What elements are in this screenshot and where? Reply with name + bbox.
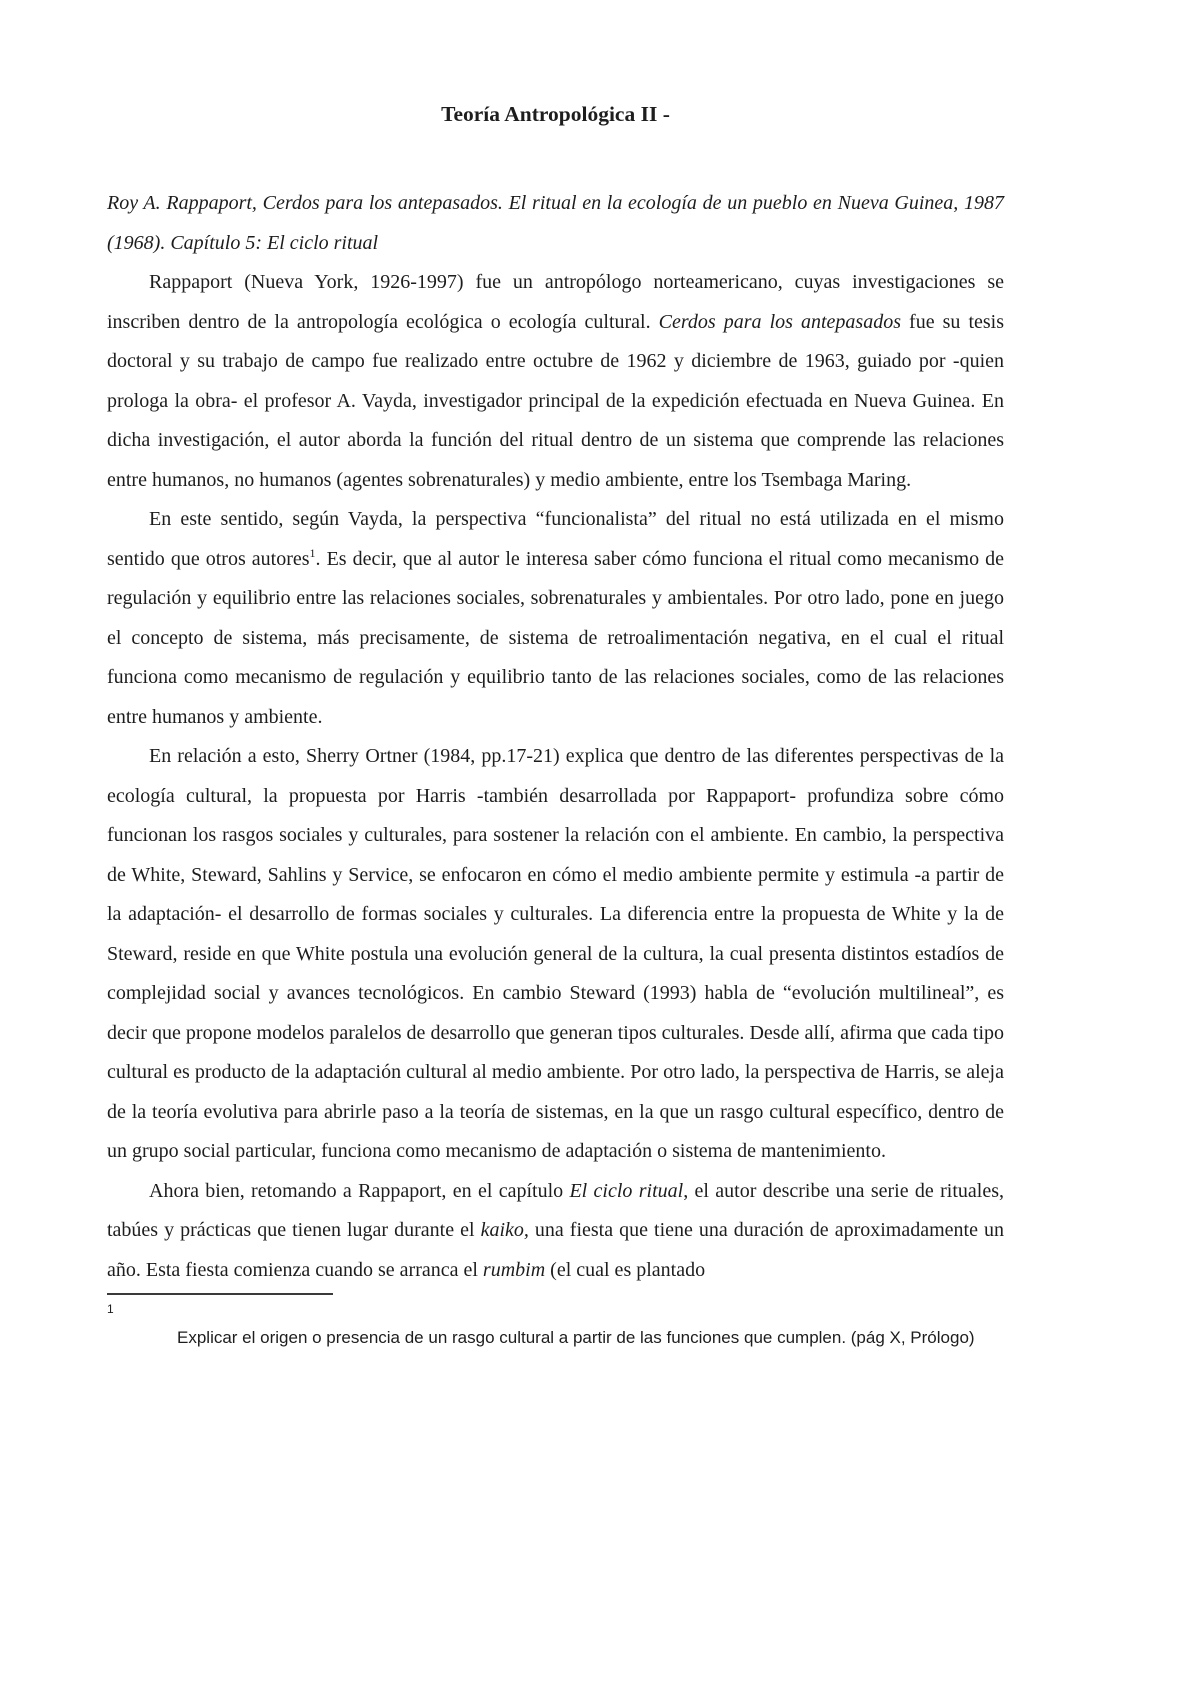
text-run: una fiesta que tiene una duración de aproximadamente un año. Esta fiesta comienza cuando se arranca el	[107, 1219, 1004, 1281]
rumbim-term-italic: rumbim	[482, 1258, 546, 1281]
footnote-reference-1: 1	[309, 545, 316, 560]
text-run: . Es decir, que al autor le interesa saber cómo funciona el ritual como mecanismo de regulación y equilibrio entre las relaciones sociales, sobrenaturales y ambientales. Por otro lado, pone en juego el concepto de sistema, más precisamente, de sistema de retroalimentación negativa, en el cual el ritual funciona como mecanismo de regulación y equilibrio tanto de las relaciones sociales, como de las relaciones entre humanos y ambiente.	[107, 547, 1004, 728]
paragraph-functionalism	[107, 500, 1004, 737]
footnote-marker: 1	[107, 1302, 114, 1316]
paragraph-kaiko	[107, 1172, 1004, 1291]
footnote-text: Explicar el origen o presencia de un rasgo cultural a partir de las funciones que cumplen. (pág X, Prólogo)	[177, 1328, 975, 1347]
paragraph-biography	[107, 263, 1004, 500]
text-run: (el cual es plantado	[545, 1258, 706, 1281]
text-run: , el autor describe una serie de rituales, tabúes y prácticas que tienen lugar durante el	[107, 1179, 1004, 1241]
reference-citation-text: Roy A. Rappaport, Cerdos para los antepasados. El ritual en la ecología de un pueblo en Nueva Guinea, 1987 (1968). Capítulo 5: El ciclo ritual	[107, 192, 1004, 254]
text-run: fue su tesis doctoral y su trabajo de campo fue realizado entre octubre de 1962 y diciembre de 1963, guiado por -quien prologa la obra- el profesor A. Vayda, investigador principal de la expedición efectuada en Nueva Guinea. En dicha investigación, el autor aborda la función del ritual dentro de un sistema que comprende las relaciones entre humanos, no humanos (agentes sobrenaturales) y medio ambiente, entre los Tsembaga Maring.	[107, 310, 1004, 491]
kaiko-term-italic: kaiko,	[480, 1219, 529, 1241]
footnote-section	[107, 1293, 1004, 1352]
footnote-separator-line	[107, 1293, 333, 1295]
book-title-italic: Cerdos para los antepasados	[658, 310, 901, 333]
document-title: Teoría Antropológica II -	[441, 102, 670, 126]
text-run: Ahora bien, retomando a Rappaport, en el capítulo	[149, 1179, 570, 1202]
text-run: Rappaport (Nueva York, 1926-1997) fue un antropólogo norteamericano, cuyas investigaciones se inscriben dentro de la antropología ecológica o ecología cultural.	[107, 271, 1004, 333]
text-run: En este sentido, según Vayda, la perspectiva “funcionalista” del ritual no está utilizada en el mismo sentido que otros autores	[107, 508, 1004, 570]
paragraph-ortner: En relación a esto, Sherry Ortner (1984, pp.17-21) explica que dentro de las diferentes perspectivas de la ecología cultural, la propuesta por Harris -también desarrollada por Rappaport- profundiza sobre cómo funcionan los rasgos sociales y culturales, para sostener la relación con el ambiente. En cambio, la perspectiva de White, Steward, Sahlins y Service, se enfocaron en cómo el medio ambiente permite y estimula -a partir de la adaptación- el desarrollo de formas sociales y culturales. La diferencia entre la propuesta de White y la de Steward, reside en que White postula una evolución general de la cultura, la cual presenta distintos estadíos de complejidad social y avances tecnológicos. En cambio Steward (1993) habla de “evolución multilineal”, es decir que propone modelos paralelos de desarrollo que generan tipos culturales. Desde allí, afirma que cada tipo cultural es producto de la adaptación cultural al medio ambiente. Por otro lado, la perspectiva de Harris, se aleja de la teoría evolutiva para abrirle paso a la teoría de sistemas, en la que un rasgo cultural específico, dentro de un grupo social particular, funciona como mecanismo de adaptación o sistema de mantenimiento.	[107, 745, 1004, 1162]
reference-paragraph	[107, 184, 1004, 263]
chapter-title-italic: El ciclo ritual	[569, 1179, 684, 1202]
